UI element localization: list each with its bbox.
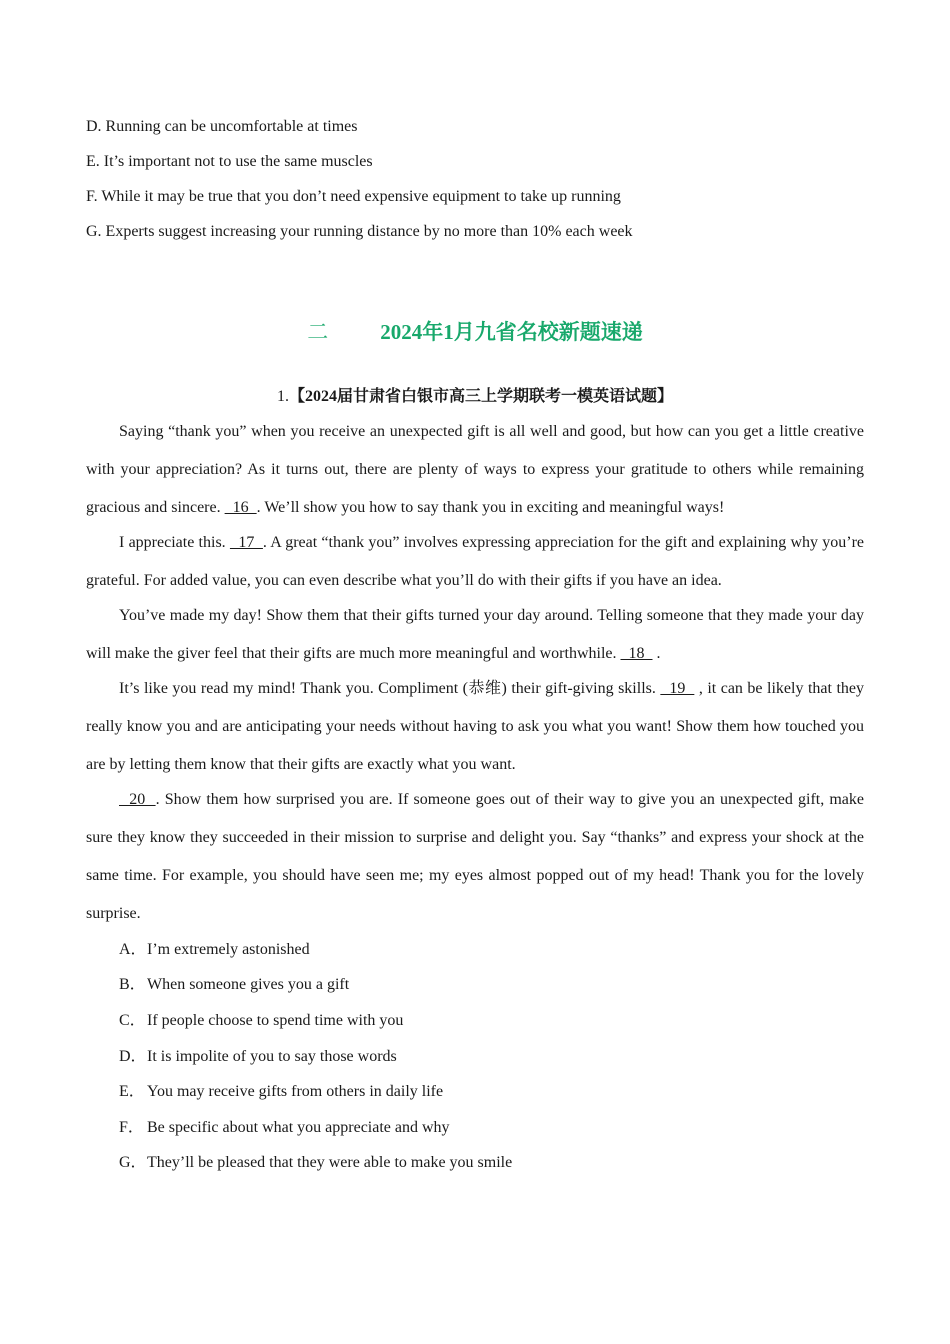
blank-19: 19 (660, 680, 695, 697)
paragraph-1-text-b: . We’ll show you how to say thank you in exciting and meaningful ways! (256, 499, 725, 516)
paragraph-2-text-b: . A great “thank you” involves expressing appreciation for the gift and explaining why you’re grateful. For added value, you can even describe what you’ll do with their gifts if you have an idea. (86, 534, 865, 589)
paragraph-4-text-a: It’s like you read my mind! Thank you. Compliment (恭维) their gift-giving skills. (119, 680, 661, 697)
choice-text: When someone gives you a gift (147, 976, 350, 993)
paragraph-1-text-a: Saying “thank you” when you receive an unexpected gift is all well and good, but how can you get a little creative with your appreciation? As it turns out, there are plenty of ways to express your gratitude to others while remaining gracious and sincere. (86, 423, 864, 516)
choice-text: You may receive gifts from others in daily life (147, 1083, 444, 1100)
question-title (86, 386, 864, 408)
top-option-f: F. While it may be true that you don’t need expensive equipment to take up running (86, 188, 621, 205)
paragraph-3-text-a: You’ve made my day! Show them that their gifts turned your day around. Telling someone that they made your day will make the giver feel that their gifts are much more meaningful and worthwhile. (86, 607, 864, 662)
section-heading (86, 318, 864, 346)
choice-text: I’m extremely astonished (147, 941, 310, 958)
paragraph-2-text-a: I appreciate this. (119, 534, 230, 551)
choice-letter: E． (119, 1083, 145, 1100)
paragraph-1 (86, 413, 864, 527)
choice-d (119, 1047, 397, 1067)
choice-f (119, 1118, 450, 1138)
choice-g (119, 1153, 512, 1173)
blank-17: 17 (229, 534, 263, 551)
section-title-text: 2024年1月九省名校新题速递 (380, 320, 643, 344)
choice-e (119, 1082, 443, 1102)
choice-text: Be specific about what you appreciate and why (147, 1119, 450, 1136)
blank-20: 20 (119, 791, 156, 808)
choice-b (119, 975, 349, 995)
blank-16: 16 (224, 499, 257, 516)
paragraph-5 (86, 781, 864, 933)
paragraph-3 (86, 597, 864, 673)
choice-letter: A． (119, 941, 147, 958)
paragraph-4-text-b: , it can be likely that they really know you and are anticipating your needs without having to ask you what you want! Show them how touched you are by letting them know that their gifts are exactly what you want. (86, 680, 864, 773)
paragraph-4 (86, 670, 864, 784)
choice-letter: G． (119, 1154, 147, 1171)
paragraph-3-text-b: . (652, 645, 661, 662)
choice-letter: D． (119, 1048, 147, 1065)
top-option-e: E. It’s important not to use the same muscles (86, 153, 373, 170)
top-option-g: G. Experts suggest increasing your running distance by no more than 10% each week (86, 223, 633, 240)
choice-letter: F． (119, 1119, 144, 1136)
choice-text: It is impolite of you to say those words (147, 1048, 397, 1065)
paragraph-2 (86, 524, 864, 600)
blank-18: 18 (620, 645, 653, 662)
question-number: 1. (276, 388, 289, 405)
choice-c (119, 1011, 403, 1031)
choice-letter: C． (119, 1012, 146, 1029)
choice-a (119, 940, 310, 960)
choice-text: If people choose to spend time with you (147, 1012, 404, 1029)
question-source: 【2024届甘肃省白银市高三上学期联考一模英语试题】 (288, 388, 673, 405)
section-number: 二 (307, 320, 329, 344)
choice-letter: B． (119, 976, 146, 993)
top-option-d: D. Running can be uncomfortable at times (86, 118, 358, 135)
paragraph-5-text-b: . Show them how surprised you are. If someone goes out of their way to give you an unexpected gift, make sure they know they succeeded in their mission to surprise and delight you. Say “thanks” and express your shock at the same time. For example, you should have seen me; my eyes almost popped out of my head! Thank you for the lovely surprise. (86, 791, 865, 922)
choice-text: They’ll be pleased that they were able to make you smile (147, 1154, 513, 1171)
